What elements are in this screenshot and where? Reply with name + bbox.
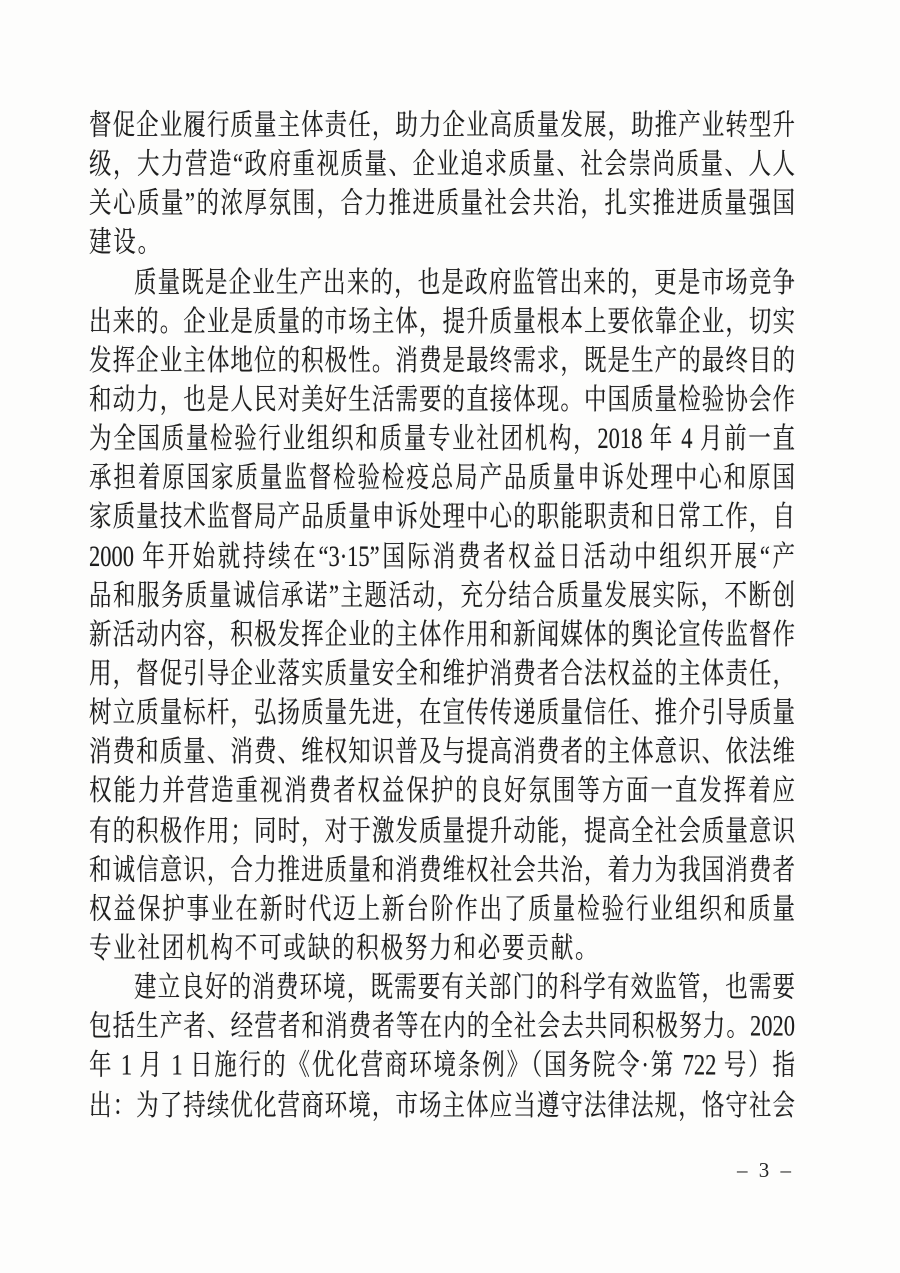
text-line: 新活动内容，积极发挥企业的主体作用和新闻媒体的舆论宣传监督作 xyxy=(89,617,795,651)
text-line: 为全国质量检验行业组织和质量专业社团机构，2018 年 4 月前一直 xyxy=(89,422,795,455)
document-text xyxy=(89,106,795,1125)
text-line: 出：为了持续优化营商环境，市场主体应当遵守法律法规，恪守社会 xyxy=(89,1088,795,1121)
text-line: 包括生产者、经营者和消费者等在内的全社会去共同积极努力。2020 xyxy=(89,1009,795,1043)
text-line: 2000 年开始就持续在“3·15”国际消费者权益日活动中组织开展“产 xyxy=(89,539,795,573)
text-line: 建设。 xyxy=(89,226,162,259)
text-line: 消费和质量、消费、维权知识普及与提高消费者的主体意识、依法维 xyxy=(89,735,795,769)
text-line: 专业社团机构不可或缺的积极努力和必要贡献。 xyxy=(89,931,600,964)
text-line: 督促企业履行质量主体责任，助力企业高质量发展，助推产业转型升 xyxy=(89,108,795,142)
text-line: 和诚信意识，合力推进质量和消费维权社会共治，着力为我国消费者 xyxy=(89,853,795,886)
text-line: 品和服务质量诚信承诺”主题活动，充分结合质量发展实际，不断创 xyxy=(89,578,795,612)
text-line: 发挥企业主体地位的积极性。消费是最终需求，既是生产的最终目的 xyxy=(89,343,795,377)
text-line: 建立良好的消费环境，既需要有关部门的科学有效监管，也需要 xyxy=(134,970,795,1004)
text-line: 权能力并营造重视消费者权益保护的良好氛围等方面一直发挥着应 xyxy=(89,774,795,808)
text-line: 树立质量标杆，弘扬质量先进，在宣传传递质量信任、推介引导质量 xyxy=(89,696,795,729)
text-line: 级，大力营造“政府重视质量、企业追求质量、社会崇尚质量、人人 xyxy=(89,147,795,181)
text-line: 有的积极作用；同时，对于激发质量提升动能，提高全社会质量意识 xyxy=(89,813,795,847)
text-line: 和动力，也是人民对美好生活需要的直接体现。中国质量检验协会作 xyxy=(89,382,795,416)
text-line: 权益保护事业在新时代迈上新台阶作出了质量检验行业组织和质量 xyxy=(89,892,795,925)
text-line: 关心质量”的浓厚氛围，合力推进质量社会共治，扎实推进质量强国 xyxy=(89,186,795,220)
text-line: 质量既是企业生产出来的，也是政府监管出来的，更是市场竞争 xyxy=(134,265,795,298)
page-number: – 3 – xyxy=(737,1158,794,1182)
text-line: 承担着原国家质量监督检验检疫总局产品质量申诉处理中心和原国 xyxy=(89,461,795,494)
text-line: 年 1 月 1 日施行的《优化营商环境条例》（国务院令·第 722 号）指 xyxy=(89,1048,795,1082)
text-line: 家质量技术监督局产品质量申诉处理中心的职能职责和日常工作，自 xyxy=(89,500,795,533)
text-line: 出来的。企业是质量的市场主体，提升质量根本上要依靠企业，切实 xyxy=(89,304,795,338)
text-line: 用，督促引导企业落实质量安全和维护消费者合法权益的主体责任， xyxy=(89,657,795,690)
